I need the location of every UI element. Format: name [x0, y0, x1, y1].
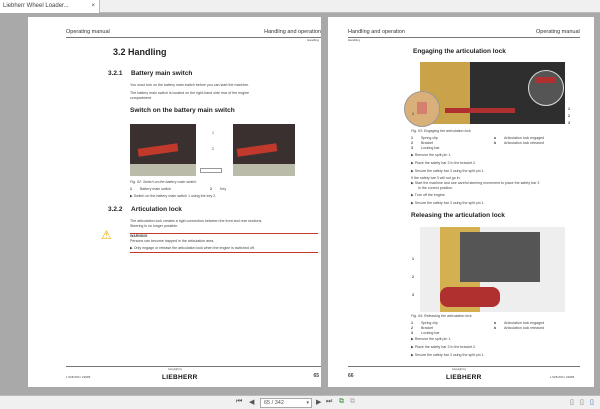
legend-letter: b	[494, 141, 497, 145]
legend-number: 1	[411, 136, 413, 140]
header-right: Handling and operation	[264, 29, 321, 35]
arrow-icon	[200, 168, 222, 173]
page-number-input[interactable]	[260, 398, 312, 408]
legend-label: Battery main switch	[140, 187, 172, 191]
warning-step: ▶ Only engage or release the articulation lock when the engine is switched off.	[130, 246, 255, 250]
next-page-icon[interactable]: ▶	[316, 399, 322, 406]
legend-number: 3	[411, 331, 413, 335]
legend-letter: b	[494, 326, 497, 330]
copyright: Copyright by	[452, 368, 467, 371]
legend-label: Key	[220, 187, 227, 191]
subsection-number: 3.2.1	[108, 70, 123, 77]
legend-letter: a	[494, 321, 496, 325]
copyright: Copyright by	[168, 368, 183, 371]
header-rule	[348, 37, 580, 38]
callout: 2	[212, 147, 214, 151]
last-page-icon[interactable]: ⏭	[326, 398, 333, 405]
step: ▶ Remove the split pin 1.	[411, 153, 452, 157]
step: ▶ Turn off the engine.	[411, 193, 446, 197]
callout: 1	[568, 107, 570, 111]
legend-number: 2	[411, 326, 413, 330]
footer-code: L 528-600 / 22995	[66, 375, 91, 379]
callout: 3	[412, 293, 414, 297]
callout: 2	[568, 114, 570, 118]
callout: 2	[412, 275, 414, 279]
step: ▶ Place the safety bar 3 in the bracket 2.	[411, 345, 477, 349]
close-icon[interactable]: ×	[91, 3, 95, 9]
step: ▶ Secure the safety bar 3 using the split pin 1.	[411, 201, 485, 205]
subsection-title: Battery main switch	[131, 70, 193, 77]
legend-label: Bracket	[421, 141, 434, 145]
two-page-icon[interactable]: ▯	[580, 399, 584, 406]
page-indicator: 65 / 342	[264, 400, 284, 406]
step: ▶ Secure the safety bar 3 using the split pin 1.	[411, 353, 485, 357]
page-number: 65	[313, 373, 319, 379]
warning-rule	[130, 233, 318, 234]
copy-icon[interactable]: ⧉	[350, 398, 355, 405]
zoom-inset	[404, 91, 440, 127]
legend-number: 3	[411, 146, 413, 150]
footer-code: L 528-600 / 22995	[550, 375, 575, 379]
callout: 3	[568, 121, 570, 125]
step: ▶ Switch on the battery main switch 1 using the key 2.	[130, 194, 217, 198]
page-65	[28, 17, 321, 387]
legend-label: Spring clip	[421, 321, 438, 325]
warning-text: Persons can become trapped in the articulation area.	[130, 239, 215, 243]
section-title: 3.2 Handling	[113, 47, 167, 57]
legend-label: Locking bar	[421, 146, 440, 150]
releasing-figure	[420, 227, 565, 312]
heading: Engaging the articulation lock	[413, 48, 506, 55]
legend-label: Spring clip	[421, 136, 438, 140]
navigation-toolbar	[0, 395, 600, 409]
battery-photo-after	[233, 124, 295, 176]
callout: 1	[212, 131, 214, 135]
figure-caption: Fig. 63: Engaging the articulation lock	[411, 129, 471, 133]
header-sub: Handling	[307, 38, 319, 42]
warning-rule	[130, 252, 318, 253]
paragraph: You must turn on the battery main switch before you can start the machine.	[130, 83, 250, 87]
single-page-icon[interactable]: ▯	[570, 399, 574, 406]
step: ▶ Place the safety bar 3 in the bracket 2.	[411, 161, 477, 165]
engaging-figure	[420, 62, 565, 124]
tab-bar	[0, 0, 600, 13]
legend-number: 2	[210, 187, 212, 191]
callout: 1	[412, 257, 414, 261]
legend-label: Locking bar	[421, 331, 440, 335]
legend-label: Bracket	[421, 326, 434, 330]
liebherr-logo: LIEBHERR	[162, 374, 198, 381]
tab-title: Liebherr Wheel Loader...	[3, 3, 69, 9]
header-sub: Handling	[348, 38, 360, 42]
figure-caption: Fig. 62: Switch on the battery main switch	[130, 180, 197, 184]
heading: Releasing the articulation lock	[411, 212, 505, 219]
first-page-icon[interactable]: ⏮	[236, 398, 243, 405]
rotate-icon[interactable]: ⧉	[339, 398, 344, 405]
step: ▶ Start the machine and use careful steering movement to place the safety bar 3	[411, 181, 540, 185]
heading: Switch on the battery main switch	[130, 107, 235, 114]
step: ▶ Secure the safety bar 3 using the split pin 1.	[411, 169, 485, 173]
header-left: Operating manual	[66, 29, 110, 35]
paragraph: The articulation lock creates a rigid connection between the front and rear sections.	[130, 219, 263, 223]
document-tab[interactable]	[0, 0, 100, 13]
legend-label: Articulation lock released	[504, 326, 544, 330]
legend-label: Articulation lock engaged	[504, 136, 545, 140]
legend-number: 2	[411, 141, 413, 145]
subsection-title: Articulation lock	[131, 206, 182, 213]
chevron-down-icon[interactable]: ▾	[306, 400, 309, 406]
legend-label: Articulation lock released	[504, 141, 544, 145]
figure-caption: Fig. 64: Releasing the articulation lock	[411, 314, 472, 318]
paragraph: Steering is no longer possible.	[130, 224, 179, 228]
subsection-number: 3.2.2	[108, 206, 123, 213]
legend-label: Articulation lock engaged	[504, 321, 545, 325]
step: in the correct position.	[418, 186, 454, 190]
step: ▶ Remove the split pin 1.	[411, 337, 452, 341]
callout: 1	[412, 112, 414, 116]
legend-letter: a	[494, 136, 496, 140]
header-left: Handling and operation	[348, 29, 405, 35]
paragraph: compartment.	[130, 96, 152, 100]
footer-rule	[348, 366, 580, 367]
warning-icon: ⚠	[101, 228, 112, 242]
page-66	[328, 17, 594, 387]
continuous-icon[interactable]: ▯	[590, 399, 594, 406]
page-number: 66	[348, 373, 354, 379]
legend-number: 1	[411, 321, 413, 325]
previous-page-icon[interactable]: ◀	[249, 399, 255, 406]
paragraph: The battery main switch is located on the right-hand side rear of the engine	[130, 91, 250, 95]
header-right: Operating manual	[536, 29, 580, 35]
footer-rule	[66, 366, 321, 367]
battery-photo-before	[130, 124, 196, 176]
warning-title: WARNING	[130, 234, 148, 238]
condition-text: If the safety bar 3 will not go in:	[411, 176, 461, 180]
legend-number: 1	[130, 187, 132, 191]
header-rule	[66, 37, 321, 38]
liebherr-logo: LIEBHERR	[446, 374, 482, 381]
